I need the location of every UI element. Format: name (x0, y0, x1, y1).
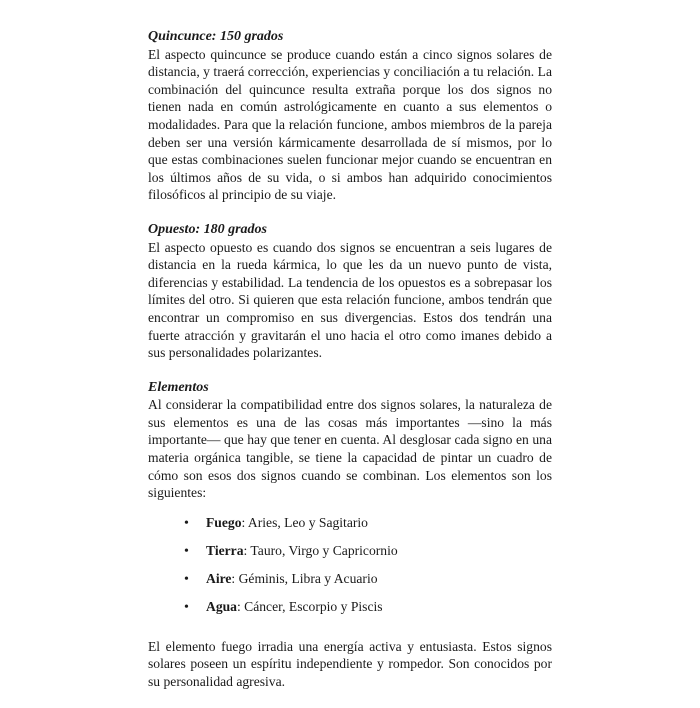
paragraph-elementos-closing: El elemento fuego irradia una energía activa y entusiasta. Estos signos solares poseen un espíritu independiente y rompedor. Son conocidos por su personalidad agresiva. (148, 638, 552, 690)
bullet-icon: • (184, 599, 189, 615)
section-elementos (148, 379, 552, 691)
bullet-icon: • (184, 571, 189, 587)
paragraph-opuesto: El aspecto opuesto es cuando dos signos se encuentran a seis lugares de distancia en la rueda kármica, lo que les da un nuevo punto de vista, diferencias y estabilidad. La tendencia de los opuestos es a sobrepasar los límites del otro. Si quieren que esta relación funcione, ambos tendrán que encontrar un compromiso en sus divergencias. Estos dos tendrán una fuerte atracción y gravitarán el uno hacia el otro como imanes debido a sus personalidades polarizantes. (148, 239, 552, 361)
page-content (148, 28, 552, 708)
element-signs: : Tauro, Virgo y Capricornio (243, 542, 398, 558)
element-signs: : Aries, Leo y Sagitario (241, 514, 368, 530)
bullet-icon: • (184, 515, 189, 531)
paragraph-elementos-intro: Al considerar la compatibilidad entre dos signos solares, la naturaleza de sus elementos es una de las cosas más importantes —sino la más importante— que hay que tener en cuenta. Al desglosar cada signo en una materia orgánica tangible, se tiene la capacidad de pintar un cuadro de cómo son esos dos signos cuando se combinan. Los elementos son los siguientes: (148, 397, 552, 501)
element-name: Fuego (206, 514, 242, 530)
section-opuesto (148, 221, 552, 362)
element-name: Agua (206, 598, 237, 614)
list-item-tierra (184, 542, 552, 570)
bullet-icon: • (184, 543, 189, 559)
element-signs: : Géminis, Libra y Acuario (231, 570, 378, 586)
list-item-agua (184, 598, 552, 626)
list-item-fuego (184, 514, 552, 542)
element-name: Tierra (206, 542, 244, 558)
elements-list (148, 514, 552, 626)
heading-elementos: Elementos (148, 379, 209, 395)
element-name: Aire (206, 570, 232, 586)
paragraph-quincunce: El aspecto quincunce se produce cuando están a cinco signos solares de distancia, y traerá corrección, experiencias y conciliación a tu relación. La combinación del quincunce resulta extraña porque los dos signos no tienen nada en común astrológicamente en cuanto a sus elementos o modalidades. Para que la relación funcione, ambos miembros de la pareja deben ser una versión kármicamente desarrollada de sí mismos, por lo que estas combinaciones suelen funcionar mejor cuando se encuentran en los últimos años de su vida, o si ambos han adquirido conocimientos filosóficos al principio de su viaje. (148, 46, 552, 203)
element-signs: : Cáncer, Escorpio y Piscis (236, 598, 383, 614)
heading-opuesto: Opuesto: 180 grados (148, 221, 268, 237)
list-item-aire (184, 570, 552, 598)
heading-quincunce: Quincunce: 150 grados (148, 29, 284, 44)
section-quincunce (148, 28, 552, 204)
